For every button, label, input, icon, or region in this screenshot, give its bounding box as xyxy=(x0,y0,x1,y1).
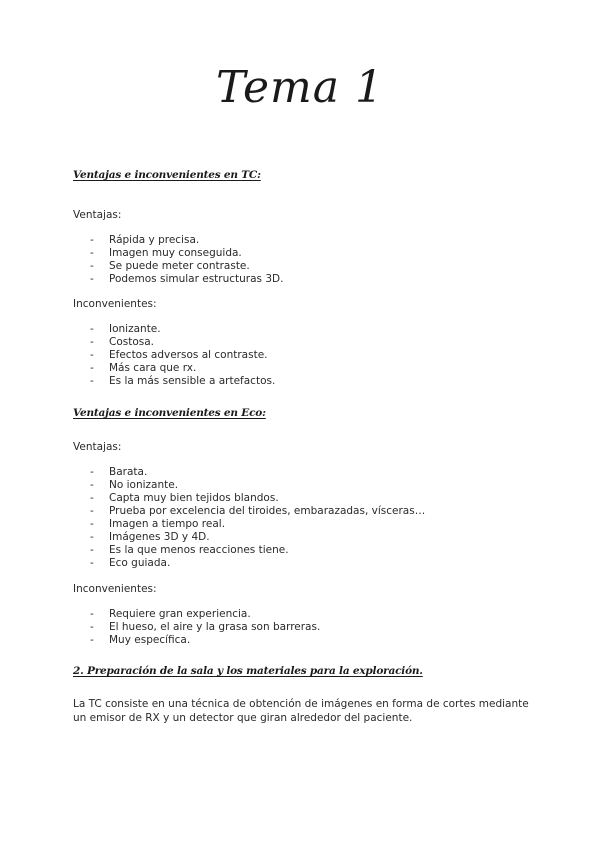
list-item: - Más cara que rx. xyxy=(90,362,197,374)
list-dash: - xyxy=(90,336,94,348)
list-dash: - xyxy=(90,375,94,387)
body-paragraph: La TC consiste en una técnica de obtención de imágenes en forma de cortes mediante un emisor de RX y un detector que giran alrededor del paciente. xyxy=(73,698,529,724)
list-dash: - xyxy=(90,260,94,272)
list-dash: - xyxy=(90,505,94,517)
list-item: - Es la más sensible a artefactos. xyxy=(90,375,276,387)
ventajas-list-eco xyxy=(90,466,425,570)
section-heading-preparacion: 2. Preparación de la sala y los materiales para la exploración. xyxy=(73,665,423,677)
list-item: - Capta muy bien tejidos blandos. xyxy=(90,492,279,504)
list-item: - Muy específica. xyxy=(90,634,191,646)
list-item: - Imágenes 3D y 4D. xyxy=(90,531,210,543)
list-item: - Imagen a tiempo real. xyxy=(90,518,226,530)
list-dash: - xyxy=(90,531,94,543)
list-item: - Es la que menos reacciones tiene. xyxy=(90,544,289,556)
list-item: - Eco guiada. xyxy=(90,557,171,569)
list-dash: - xyxy=(90,362,94,374)
list-dash: - xyxy=(90,518,94,530)
list-dash: - xyxy=(90,557,94,569)
section-heading-tc: Ventajas e inconvenientes en TC: xyxy=(73,169,261,181)
page-title: Tema 1 xyxy=(216,62,384,113)
list-dash: - xyxy=(90,247,94,259)
list-dash: - xyxy=(90,466,94,478)
list-item: - Podemos simular estructuras 3D. xyxy=(90,273,284,285)
list-item: - Imagen muy conseguida. xyxy=(90,247,242,259)
list-item: - El hueso, el aire y la grasa son barreras. xyxy=(90,621,321,633)
list-dash: - xyxy=(90,634,94,646)
list-item: - Rápida y precisa. xyxy=(90,234,200,246)
ventajas-list-tc xyxy=(90,234,283,286)
list-item: - Efectos adversos al contraste. xyxy=(90,349,268,361)
list-dash: - xyxy=(90,608,94,620)
list-dash: - xyxy=(90,349,94,361)
list-item: - Prueba por excelencia del tiroides, embarazadas, vísceras… xyxy=(90,505,426,517)
list-dash: - xyxy=(90,621,94,633)
list-dash: - xyxy=(90,234,94,246)
ventajas-label-eco: Ventajas: xyxy=(73,441,122,453)
ventajas-label-tc: Ventajas: xyxy=(73,209,122,221)
inconvenientes-label-tc: Inconvenientes: xyxy=(73,298,157,310)
list-item: - Se puede meter contraste. xyxy=(90,260,250,272)
list-dash: - xyxy=(90,479,94,491)
inconvenientes-label-eco: Inconvenientes: xyxy=(73,583,157,595)
list-dash: - xyxy=(90,323,94,335)
section-heading-eco: Ventajas e inconvenientes en Eco: xyxy=(73,407,266,419)
list-item: - No ionizante. xyxy=(90,479,179,491)
list-item: - Barata. xyxy=(90,466,148,478)
list-item: - Costosa. xyxy=(90,336,155,348)
list-item: - Ionizante. xyxy=(90,323,161,335)
list-dash: - xyxy=(90,273,94,285)
inconvenientes-list-tc xyxy=(90,323,275,388)
list-dash: - xyxy=(90,492,94,504)
inconvenientes-list-eco xyxy=(90,608,320,647)
list-dash: - xyxy=(90,544,94,556)
list-item: - Requiere gran experiencia. xyxy=(90,608,251,620)
